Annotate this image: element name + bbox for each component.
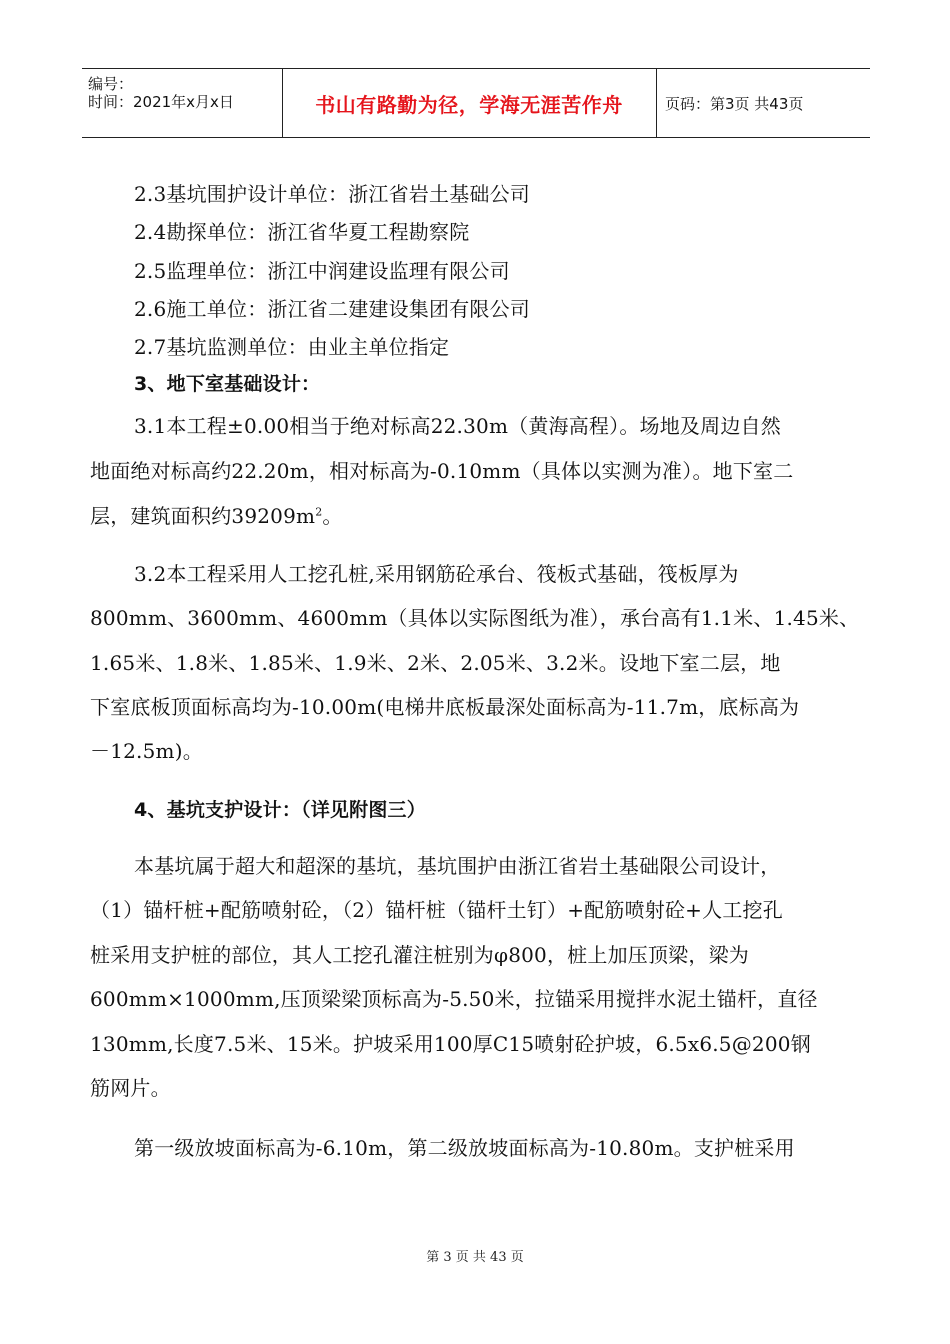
body-text-line: 本基坑属于超大和超深的基坑，基坑围护由浙江省岩土基础限公司设计，: [134, 854, 781, 878]
document-date-label: 时间：2021年x月x日: [88, 93, 234, 111]
body-text-line: 地面绝对标高约22.20m，相对标高为-0.10mm（具体以实测为准）。地下室二: [90, 459, 794, 483]
body-text-line: 桩采用支护桩的部位，其人工挖孔灌注桩别为φ800，桩上加压顶梁，梁为: [90, 943, 749, 967]
document-number-label: 编号：: [88, 75, 134, 93]
superscript: 2: [315, 505, 323, 519]
header-motto: 书山有路勤为径，学海无涯苦作舟: [315, 92, 623, 117]
body-text-line: 2.7基坑监测单位：由业主单位指定: [134, 335, 450, 359]
body-text-line: 2.4勘探单位：浙江省华夏工程勘察院: [134, 220, 470, 244]
section-heading: 4、基坑支护设计：（详见附图三）: [134, 799, 426, 821]
section-heading: 3、地下室基础设计：: [134, 373, 321, 395]
body-text-line: 3.1本工程±0.00相当于绝对标高22.30m（黄海高程）。场地及周边自然: [134, 414, 781, 438]
page-header: [82, 68, 870, 138]
body-text-line: 下室底板顶面标高均为-10.00m(电梯井底板最深处面标高为-11.7m，底标高为: [90, 695, 800, 719]
body-text-line: 600mm×1000mm,压顶梁梁顶标高为-5.50米，拉锚采用搅拌水泥土锚杆，直径: [90, 987, 818, 1011]
body-text-line: 第一级放坡面标高为-6.10m，第二级放坡面标高为-10.80m。支护桩采用: [134, 1136, 795, 1160]
body-text-line: （1）锚杆桩+配筋喷射砼，（2）锚杆桩（锚杆土钉）+配筋喷射砼+人工挖孔: [90, 898, 783, 922]
header-page-info: 页码：第3页 共43页: [665, 94, 804, 113]
body-text-line: 2.6施工单位：浙江省二建建设集团有限公司: [134, 297, 531, 321]
body-text-line: －12.5m)。: [90, 739, 203, 763]
page-footer: 第 3 页 共 43 页: [426, 1250, 524, 1265]
body-text-line: 2.3基坑围护设计单位：浙江省岩土基础公司: [134, 182, 531, 206]
body-text-line: 130mm,长度7.5米、15米。护坡采用100厚C15喷射砼护坡，6.5x6.5@200钢: [90, 1032, 811, 1056]
body-text-line: 3.2本工程采用人工挖孔桩,采用钢筋砼承台、筏板式基础，筏板厚为: [134, 562, 739, 586]
body-text-line: 1.65米、1.8米、1.85米、1.9米、2米、2.05米、3.2米。设地下室二层，地: [90, 651, 781, 675]
body-text-line: 2.5监理单位：浙江中润建设监理有限公司: [134, 259, 510, 283]
body-text-line: 800mm、3600mm、4600mm（具体以实际图纸为准），承台高有1.1米、1.45米、: [90, 606, 860, 630]
header-left-cell: [82, 69, 282, 137]
body-text-line: 层，建筑面积约$39209m^2$。: [90, 504, 343, 528]
body-text-line: 筋网片。: [90, 1076, 171, 1100]
